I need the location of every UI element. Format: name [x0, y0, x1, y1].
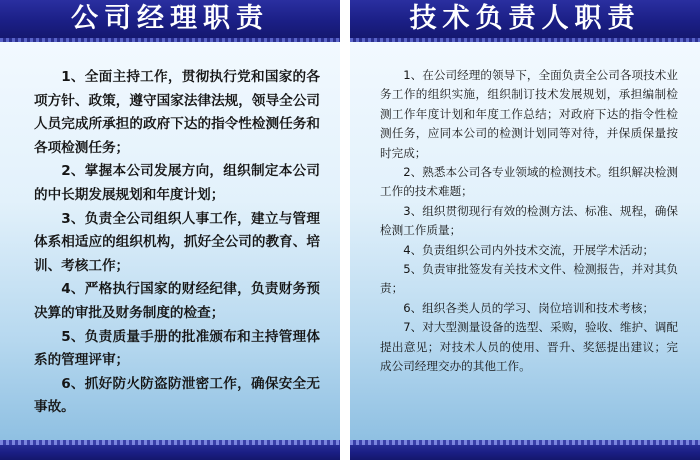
technical-lead-duties-board [350, 0, 700, 460]
board-gap [340, 0, 350, 460]
duty-item: 6、抓好防火防盗防泄密工作，确保安全无事故。 [34, 375, 320, 416]
duties-list [34, 66, 320, 420]
board-footer [0, 440, 340, 460]
duty-item: 7、对大型测量设备的选型、采购，验收、维护、调配提出意见；对技术人员的使用、晋升、奖惩提出建议；完成公司经理交办的其他工作。 [380, 320, 678, 374]
duty-item: 6、组织各类人员的学习、岗位培训和技术考核； [403, 300, 655, 315]
duty-item: 2、熟悉本公司各专业领域的检测技术。组织解决检测工作的技术难题； [380, 165, 678, 199]
board-title: 技术负责人职责 [350, 0, 700, 38]
board-title: 公司经理职责 [0, 0, 340, 38]
duty-item: 4、严格执行国家的财经纪律，负责财务预决算的审批及财务制度的检查； [34, 281, 320, 321]
duty-item: 5、负责审批签发有关技术文件、检测报告，并对其负责； [380, 262, 678, 296]
duties-list [380, 66, 678, 377]
duty-item: 1、全面主持工作，贯彻执行党和国家的各项方针、政策，遵守国家法律法规，领导全公司人员完成所承担的政府下达的指令性检测任务和各项检测任务； [34, 69, 320, 156]
duty-item: 1、在公司经理的领导下，全面负责全公司各项技术业务工作的组织实施，组织制订技术发展规划，承担编制检测工作年度计划和年度工作总结；对政府下达的指令性检测任务，应同本公司的检测计划同等对待，并保质保量按时完成； [380, 68, 678, 160]
duty-item: 2、掌握本公司发展方向，组织制定本公司的中长期发展规划和年度计划； [34, 163, 320, 203]
board-footer [350, 440, 700, 460]
duty-item: 3、组织贯彻现行有效的检测方法、标准、规程，确保检测工作质量； [380, 203, 678, 238]
manager-duties-board [0, 0, 340, 460]
duty-item: 3、负责全公司组织人事工作，建立与管理体系相适应的组织机构，抓好全公司的教育、培训、考核工作； [34, 210, 320, 274]
duty-item: 4、负责组织公司内外技术交流，开展学术活动； [403, 242, 655, 257]
duty-item: 5、负责质量手册的批准颁布和主持管理体系的管理评审； [34, 328, 320, 369]
